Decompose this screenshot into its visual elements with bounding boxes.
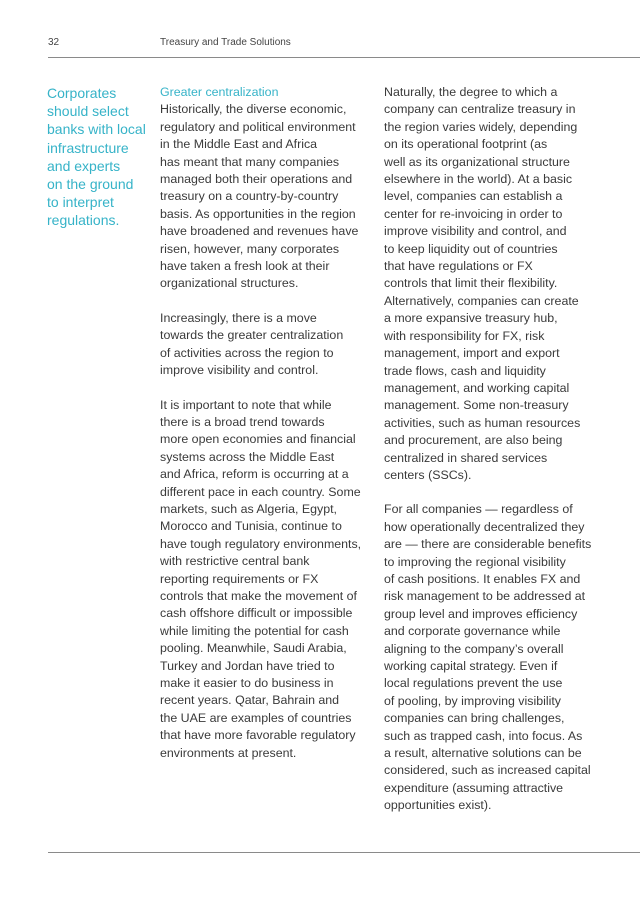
body-column-2 (384, 84, 599, 832)
text-line: Historically, the diverse economic, (160, 102, 347, 117)
page-header (0, 0, 640, 58)
text-line: basis. As opportunities in the region (160, 206, 356, 221)
text-line: cash offshore difficult or impossible (160, 606, 353, 621)
text-line: while limiting the potential for cash (160, 623, 349, 638)
text-line: controls that limit their flexibility. (384, 276, 558, 291)
text-line: group level and improves efficiency (384, 606, 578, 621)
text-line: company can centralize treasury in (384, 102, 576, 117)
text-line: have tough regulatory environments, (160, 536, 362, 551)
text-line: and corporate governance while (384, 624, 561, 639)
text-line: different pace in each country. Some (160, 484, 361, 499)
text-line: with restrictive central bank (160, 554, 310, 569)
text-line: centers (SSCs). (384, 467, 472, 482)
text-line: Morocco and Tunisia, continue to (160, 519, 342, 534)
text-line: Increasingly, there is a move (160, 310, 317, 325)
text-line: It is important to note that while (160, 397, 332, 412)
text-line: improve visibility and control. (160, 363, 319, 378)
text-line: improve visibility and control, and (384, 224, 567, 239)
header-rule (48, 57, 640, 58)
text-line: working capital strategy. Even if (384, 659, 558, 673)
text-line: management. Some non-treasury (384, 398, 569, 413)
text-line: have broadened and revenues have (160, 224, 359, 239)
text-line: organizational structures. (160, 276, 299, 291)
text-line: Turkey and Jordan have tried to (160, 658, 335, 673)
text-line: well as its organizational structure (384, 154, 570, 169)
text-line: local regulations prevent the use (384, 676, 563, 691)
pull-quote-line: should select (47, 103, 129, 120)
pull-quote-line: and experts (47, 157, 121, 174)
text-line: and Africa, reform is occurring at a (160, 467, 349, 482)
text-line: of pooling, by improving visibility (384, 693, 561, 708)
text-line: elsewhere in the world). At a basic (384, 172, 573, 187)
page-number: 32 (48, 37, 60, 48)
text-line: of activities across the region to (160, 345, 334, 360)
text-line: are — there are considerable benefits (384, 537, 592, 552)
paragraph (160, 310, 372, 380)
text-line: expenditure (assuming attractive (384, 780, 564, 795)
text-line: to improving the regional visibility (384, 554, 566, 569)
text-line: aligning to the company’s overall (384, 641, 564, 656)
footer-rule (48, 852, 640, 853)
running-head: Treasury and Trade Solutions (160, 37, 291, 48)
text-line: towards the greater centralization (160, 328, 344, 343)
pull-quote (47, 84, 147, 230)
text-line: reporting requirements or FX (160, 571, 319, 586)
text-line: pooling. Meanwhile, Saudi Arabia, (160, 641, 347, 656)
text-line: regulatory and political environment (160, 119, 356, 134)
text-line: companies can bring challenges, (384, 711, 565, 726)
text-line: centralized in shared services (384, 450, 548, 465)
pull-quote-line: on the ground (47, 176, 134, 193)
text-line: more open economies and financial (160, 432, 356, 447)
section-heading: Greater centralization (160, 85, 279, 99)
text-line: level, companies can establish a (384, 189, 563, 204)
text-line: considered, such as increased capital (384, 763, 591, 778)
text-line: and procurement, are also being (384, 433, 563, 448)
text-line: that have more favorable regulatory (160, 728, 356, 743)
text-line: Alternatively, companies can create (384, 293, 579, 308)
text-line: systems across the Middle East (160, 449, 335, 464)
text-line: on its operational footprint (as (384, 137, 548, 152)
text-line: has meant that many companies (160, 154, 340, 169)
text-line: a result, alternative solutions can be (384, 746, 582, 761)
text-line: there is a broad trend towards (160, 414, 325, 429)
pull-quote-line: to interpret (47, 194, 114, 211)
paragraph (384, 84, 599, 484)
text-line: trade flows, cash and liquidity (384, 363, 546, 378)
text-line: the region varies widely, depending (384, 119, 578, 134)
text-line: controls that make the movement of (160, 588, 357, 603)
text-line: treasury on a country-by-country (160, 189, 339, 204)
text-line: to keep liquidity out of countries (384, 241, 558, 256)
pull-quote-line: infrastructure (47, 139, 129, 156)
text-line: opportunities exist). (384, 798, 492, 813)
pull-quote-line: Corporates (47, 85, 117, 101)
text-line: risen, however, many corporates (160, 241, 340, 256)
paragraph (384, 501, 599, 814)
text-line: Naturally, the degree to which a (384, 85, 558, 99)
text-line: management, import and export (384, 346, 560, 361)
text-line: environments at present. (160, 745, 297, 760)
text-line: have taken a fresh look at their (160, 259, 330, 274)
text-line: that have regulations or FX (384, 259, 533, 274)
text-line: a more expansive treasury hub, (384, 311, 558, 326)
text-line: of cash positions. It enables FX and (384, 571, 581, 586)
text-line: such as trapped cash, into focus. As (384, 728, 583, 743)
text-line: markets, such as Algeria, Egypt, (160, 501, 337, 516)
body-column-1 (160, 84, 372, 779)
text-line: in the Middle East and Africa (160, 137, 318, 152)
text-line: recent years. Qatar, Bahrain and (160, 693, 340, 708)
pull-quote-line: regulations. (47, 212, 120, 229)
text-line: make it easier to do business in (160, 676, 334, 690)
text-line: risk management to be addressed at (384, 589, 586, 604)
paragraph (160, 397, 372, 763)
text-line: the UAE are examples of countries (160, 710, 352, 725)
text-line: center for re-invoicing in order to (384, 206, 563, 221)
text-line: managed both their operations and (160, 172, 353, 187)
text-line: how operationally decentralized they (384, 519, 585, 534)
text-line: with responsibility for FX, risk (384, 328, 545, 343)
text-line: activities, such as human resources (384, 415, 581, 430)
text-line: For all companies — regardless of (384, 502, 573, 517)
paragraph (160, 101, 372, 292)
text-line: management, and working capital (384, 380, 570, 395)
pull-quote-line: banks with local (47, 121, 146, 138)
